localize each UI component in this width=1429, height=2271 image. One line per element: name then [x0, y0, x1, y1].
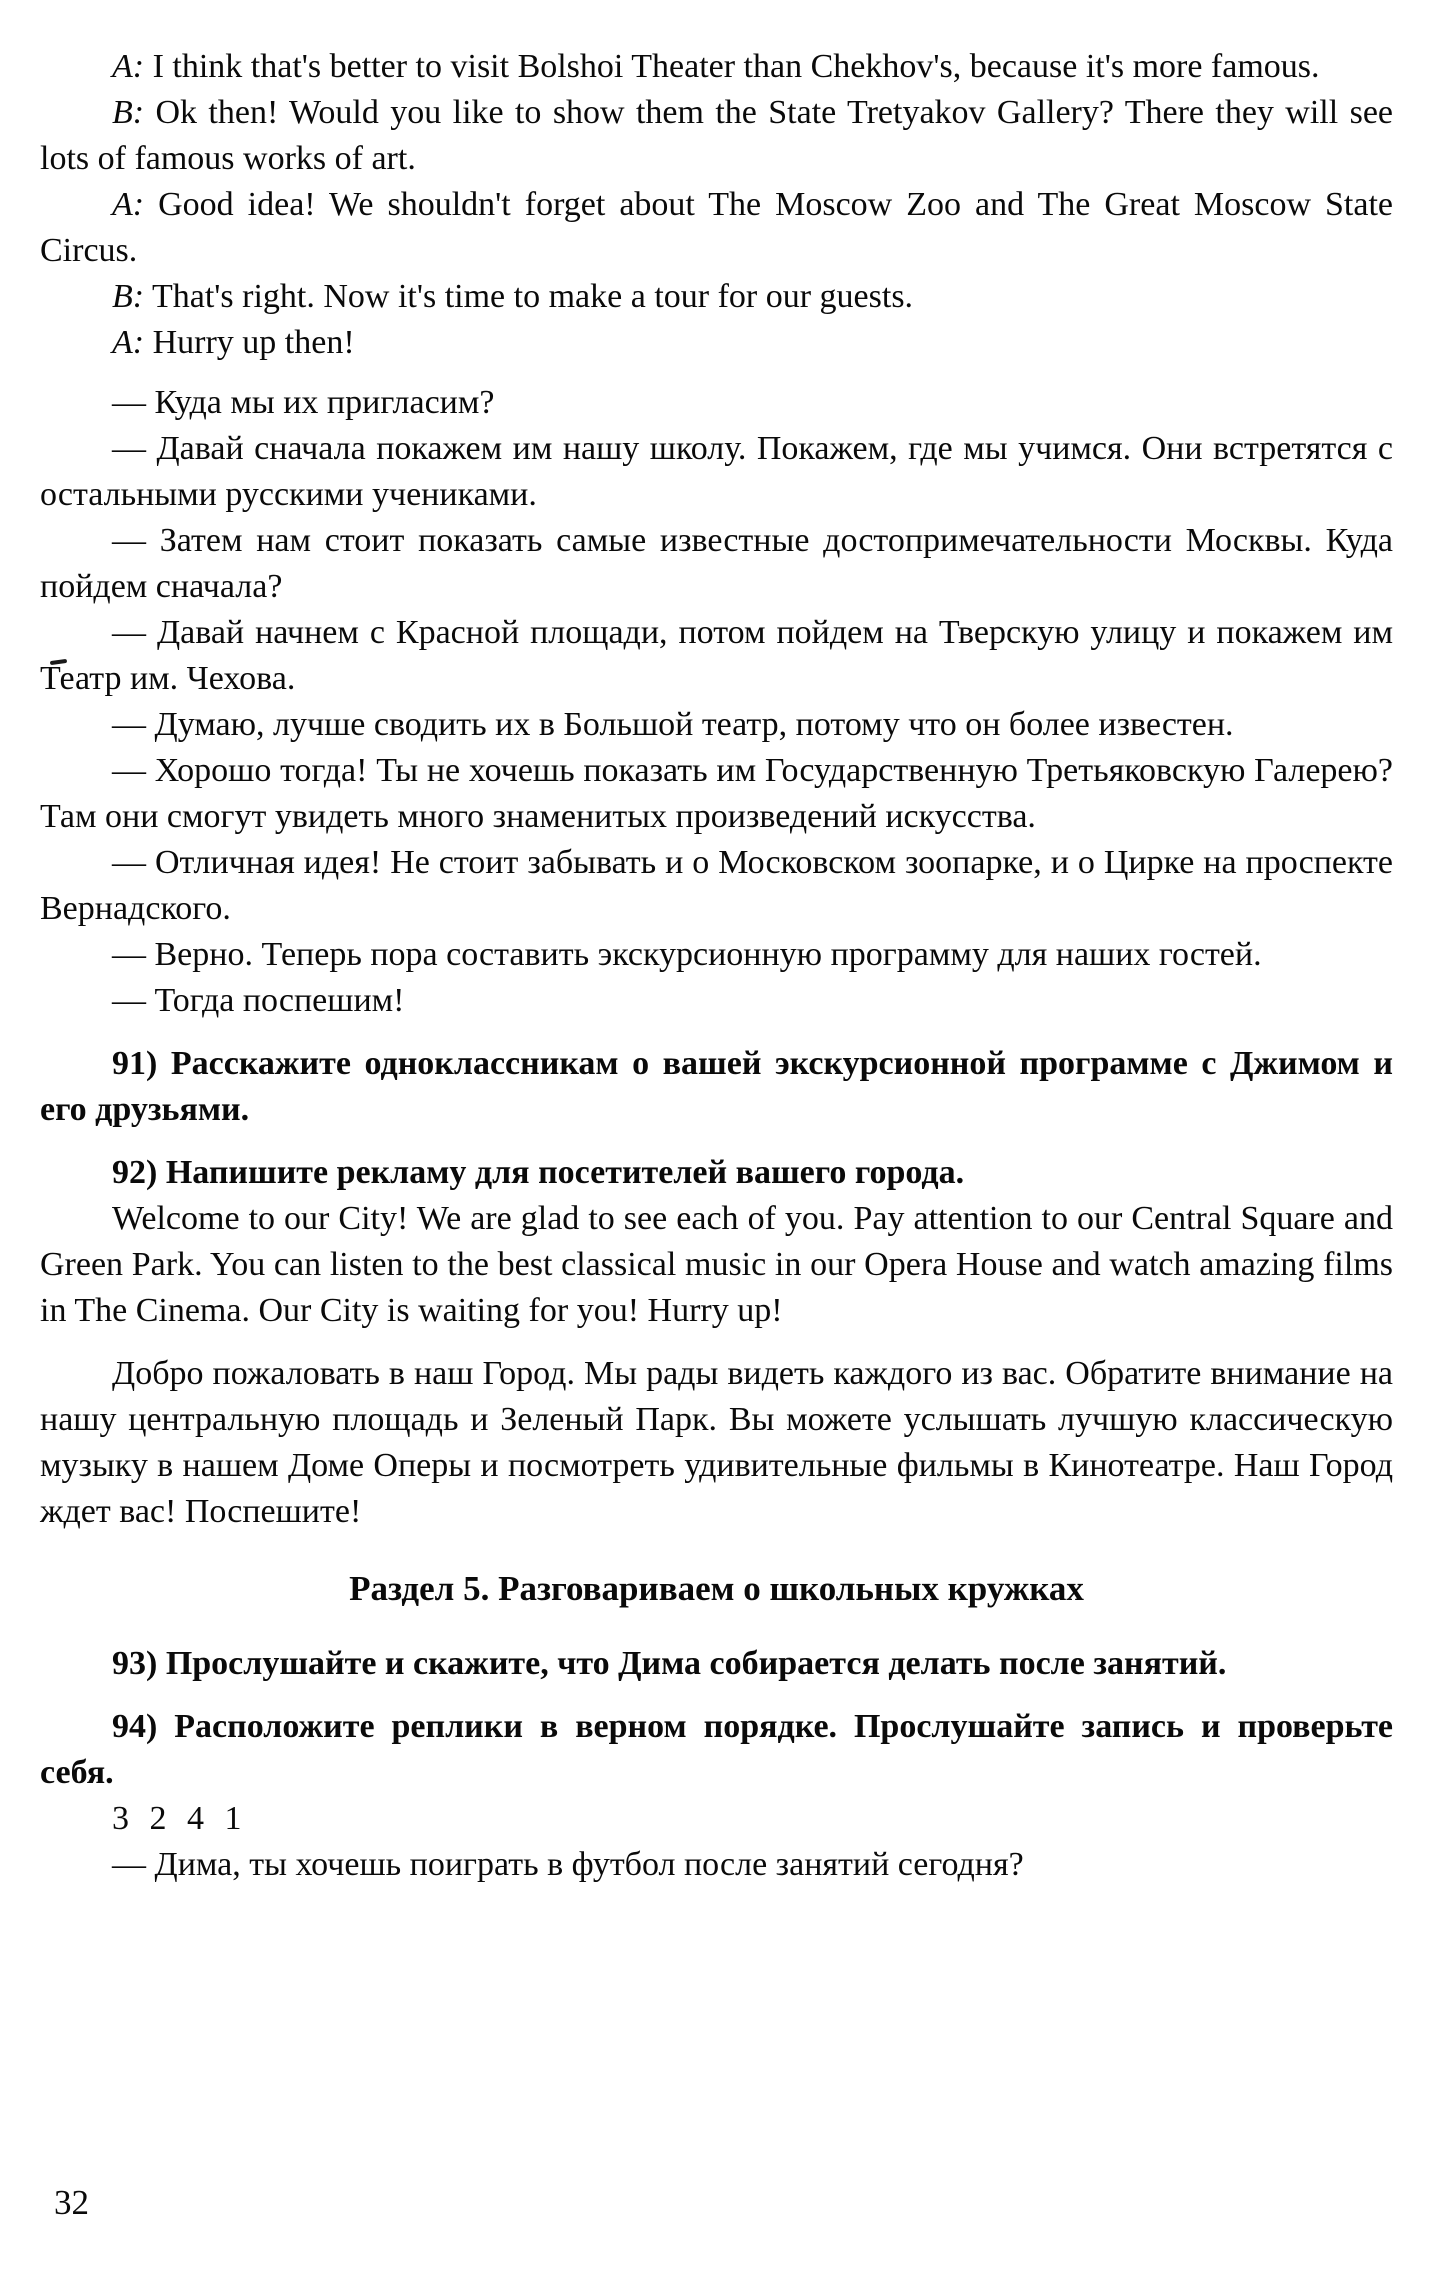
- en-dialogue-line-2: [40, 90, 1393, 182]
- en-dialogue-line-5: [40, 320, 1393, 366]
- dialogue-text: Good idea! We shouldn't forget about The Moscow Zoo and The Great Moscow State Circus.: [40, 186, 1393, 269]
- ru-dialogue-line-2: — Давай сначала покажем им нашу школу. Покажем, где мы учимся. Они встретятся с остальными русскими учениками.: [40, 430, 1393, 513]
- en-dialogue-line-4: [40, 274, 1393, 320]
- dialogue-text: Hurry up then!: [152, 324, 355, 361]
- dialogue-text: That's right. Now it's time to make a tour for our guests.: [151, 278, 914, 315]
- text-column: [40, 44, 1393, 1888]
- speaker-label: B:: [112, 278, 145, 315]
- advert-paragraph-en: Welcome to our City! We are glad to see each of you. Pay attention to our Central Square and Green Park. You can listen to the best classical music in our Opera House and watch amazing films in The Cinema. Our City is waiting for you! Hurry up!: [40, 1200, 1393, 1329]
- speaker-label: A:: [112, 324, 145, 361]
- ru-dialogue-line-7: — Отличная идея! Не стоит забывать и о Московском зоопарке, и о Цирке на проспекте Вернадского.: [40, 844, 1393, 927]
- ru-dialogue-line-3: — Затем нам стоит показать самые известные достопримечательности Москвы. Куда пойдем сначала?: [40, 522, 1393, 605]
- section-5-heading: Раздел 5. Разговариваем о школьных кружках: [349, 1569, 1084, 1608]
- en-dialogue-line-3: [40, 182, 1393, 274]
- en-dialogue-line-1: [40, 44, 1393, 90]
- speaker-label: A:: [112, 48, 145, 85]
- task-92-heading: 92) Напишите рекламу для посетителей вашего города.: [112, 1154, 965, 1191]
- ru-dialogue-line-1: — Куда мы их пригласим?: [112, 384, 495, 421]
- ru-dialogue-line-5: — Думаю, лучше сводить их в Большой театр, потому что он более известен.: [112, 706, 1234, 743]
- advert-paragraph-ru: Добро пожаловать в наш Город. Мы рады видеть каждого из вас. Обратите внимание на нашу центральную площадь и Зеленый Парк. Вы можете услышать лучшую классическую музыку в нашем Доме Оперы и посмотреть удивительные фильмы в Кинотеатре. Наш Город ждет вас! Поспешите!: [40, 1355, 1393, 1530]
- task-93-heading: 93) Прослушайте и скажите, что Дима собирается делать после занятий.: [112, 1645, 1227, 1682]
- ru-dialogue-line-4: — Давай начнем с Красной площади, потом пойдем на Тверскую улицу и покажем им Театр им. Чехова.: [40, 614, 1393, 697]
- ru-dialogue-line-9: — Тогда поспешим!: [112, 982, 405, 1019]
- task-91-heading: 91) Расскажите одноклассникам о вашей экскурсионной программе с Джимом и его друзьями.: [40, 1045, 1393, 1128]
- page-number: 32: [54, 2183, 89, 2222]
- dialogue-text: I think that's better to visit Bolshoi Theater than Chekhov's, because it's more famous.: [152, 48, 1320, 85]
- ru-dialogue-line-6: — Хорошо тогда! Ты не хочешь показать им Государственную Третьяковскую Галерею? Там они смогут увидеть много знаменитых произведений искусства.: [40, 752, 1393, 835]
- speaker-label: B:: [112, 94, 145, 131]
- speaker-label: A:: [112, 186, 145, 223]
- task-94-first-reply: — Дима, ты хочешь поиграть в футбол после занятий сегодня?: [112, 1846, 1024, 1883]
- task-94-heading: 94) Расположите реплики в верном порядке. Прослушайте запись и проверьте себя.: [40, 1708, 1393, 1791]
- task-94-answer-order: 3 2 4 1: [112, 1800, 248, 1837]
- dialogue-text: Ok then! Would you like to show them the State Tretyakov Gallery? There they will see lots of famous works of art.: [40, 94, 1393, 177]
- ru-dialogue-line-8: — Верно. Теперь пора составить экскурсионную программу для наших гостей.: [112, 936, 1262, 973]
